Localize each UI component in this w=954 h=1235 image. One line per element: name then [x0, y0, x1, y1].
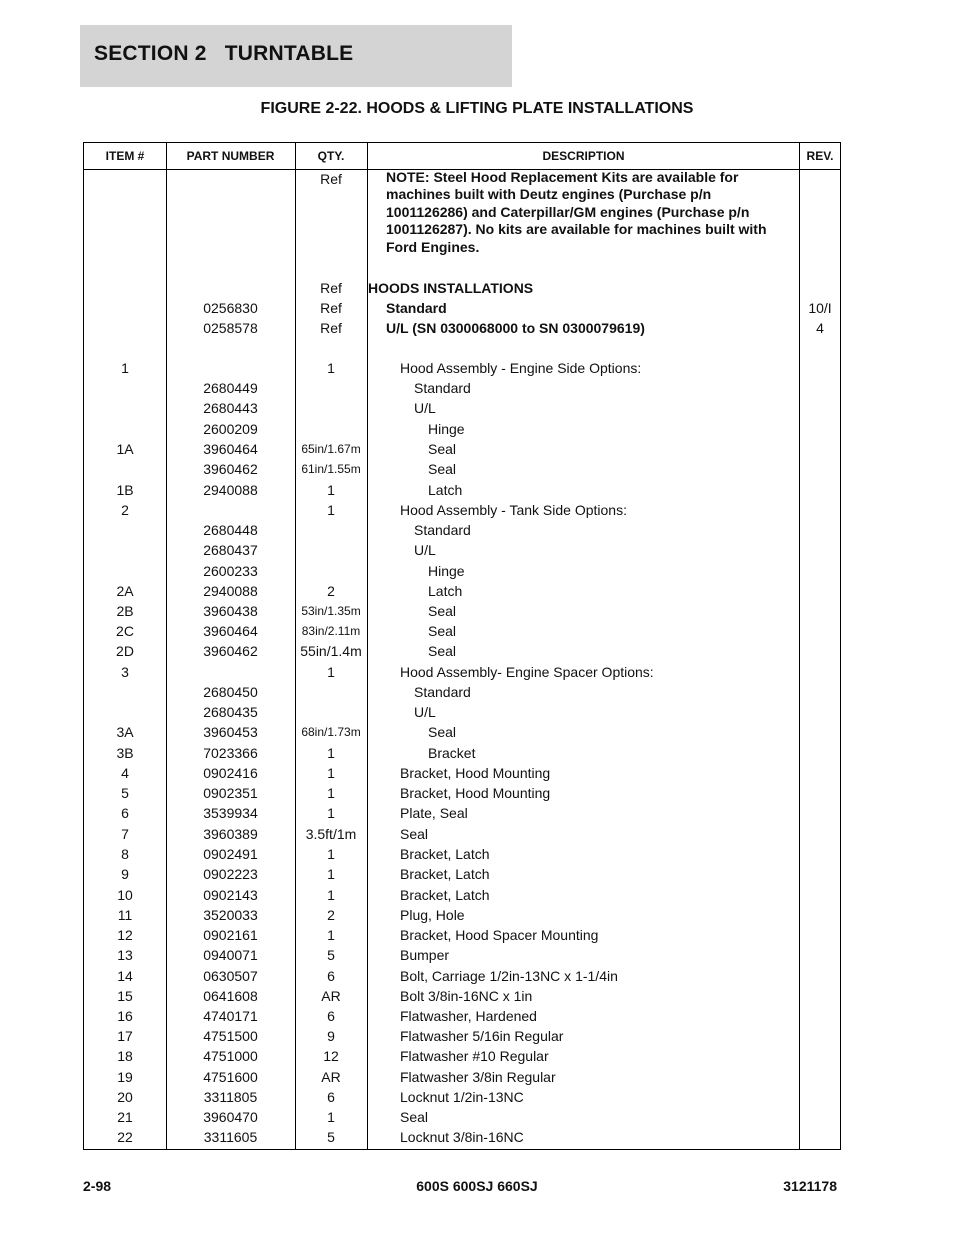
item-number-cell: 11	[117, 907, 133, 923]
quantity-cell: 53in/1.35m	[301, 604, 361, 618]
part-number-cell: 2600209	[203, 421, 258, 437]
quantity-cell: 6	[327, 968, 335, 984]
part-number-cell: 4751500	[203, 1028, 258, 1044]
quantity-cell: 2	[327, 907, 335, 923]
description-cell: Bracket, Hood Mounting	[400, 765, 551, 781]
quantity-cell: 2	[327, 583, 335, 599]
part-number-cell: 2940088	[203, 482, 258, 498]
table-row	[84, 1006, 840, 1026]
figure-title: FIGURE 2-22. HOODS & LIFTING PLATE INSTALLATIONS	[260, 100, 694, 117]
table-row	[84, 702, 840, 722]
table-row	[84, 925, 840, 945]
column-header-rev: REV.	[806, 149, 834, 163]
table-row	[84, 641, 840, 661]
table-row	[84, 662, 840, 682]
quantity-cell: 1	[327, 502, 335, 518]
quantity-cell: 6	[327, 1008, 335, 1024]
part-number-cell: 0641608	[203, 988, 258, 1004]
quantity-cell: 1	[327, 887, 335, 903]
description-cell: Locknut 3/8in-16NC	[400, 1129, 524, 1145]
table-row	[84, 763, 840, 783]
description-cell: Flatwasher 5/16in Regular	[400, 1028, 564, 1044]
description-cell: Standard	[414, 684, 471, 700]
table-row	[84, 864, 840, 884]
item-number-cell: 15	[117, 988, 133, 1004]
page-number: 2-98	[83, 1178, 112, 1194]
part-number-cell: 3960462	[203, 643, 258, 659]
item-number-cell: 3	[121, 664, 129, 680]
quantity-cell: 6	[327, 1089, 335, 1105]
item-number-cell: 2A	[116, 583, 134, 599]
part-number-cell: 3960438	[203, 603, 258, 619]
description-cell: U/L	[414, 400, 436, 416]
quantity-cell: 1	[327, 866, 335, 882]
description-cell: U/L	[414, 542, 436, 558]
item-number-cell: 21	[117, 1109, 133, 1125]
description-cell: Bracket, Hood Spacer Mounting	[400, 927, 599, 943]
revision-cell: 10/I	[808, 300, 832, 316]
table-row	[84, 540, 840, 560]
part-number-cell: 0902416	[203, 765, 258, 781]
note-qty: Ref	[320, 171, 342, 187]
table-row	[84, 621, 840, 641]
part-number-cell: 7023366	[203, 745, 258, 761]
description-cell: Seal	[428, 643, 457, 659]
item-number-cell: 14	[117, 968, 133, 984]
section-title: SECTION 2 TURNTABLE	[94, 42, 354, 65]
revision-cell: 4	[816, 320, 824, 336]
table-row	[84, 844, 840, 864]
description-cell: Bracket, Latch	[400, 866, 490, 882]
table-row	[84, 1026, 840, 1046]
part-number-cell: 0630507	[203, 968, 258, 984]
part-number-cell: 3539934	[203, 805, 258, 821]
description-cell: Flatwasher #10 Regular	[400, 1048, 549, 1064]
description-cell: Seal	[428, 461, 457, 477]
description-cell: Bolt, Carriage 1/2in-13NC x 1-1/4in	[400, 968, 618, 984]
part-number-cell: 3960462	[203, 461, 258, 477]
quantity-cell: 1	[327, 805, 335, 821]
table-row	[84, 945, 840, 965]
part-number-cell: 0902491	[203, 846, 258, 862]
part-number-cell: 4740171	[203, 1008, 258, 1024]
part-number-cell: 3520033	[203, 907, 258, 923]
part-number-cell: 2680449	[203, 380, 258, 396]
table-row	[84, 398, 840, 418]
description-cell: Seal	[428, 623, 457, 639]
description-cell: Bracket, Latch	[400, 887, 490, 903]
item-number-cell: 3A	[116, 724, 134, 740]
quantity-cell: 55in/1.4m	[300, 643, 362, 659]
description-cell: Standard	[386, 300, 447, 316]
quantity-cell: 1	[327, 1109, 335, 1125]
part-number-cell: 3311605	[203, 1129, 258, 1145]
item-number-cell: 2B	[116, 603, 134, 619]
table-row	[84, 459, 840, 479]
part-number-cell: 0940071	[203, 947, 258, 963]
part-number-cell: 3960470	[203, 1109, 258, 1125]
item-number-cell: 9	[121, 866, 129, 882]
part-number-cell: 0902223	[203, 866, 258, 882]
quantity-cell: Ref	[320, 280, 342, 296]
table-row	[84, 378, 840, 398]
item-number-cell: 2C	[116, 623, 134, 639]
quantity-cell: 1	[327, 927, 335, 943]
item-number-cell: 1B	[116, 482, 134, 498]
column-header-description: DESCRIPTION	[542, 149, 625, 163]
table-row	[84, 1067, 840, 1087]
table-row	[84, 439, 840, 459]
table-row	[84, 480, 840, 500]
description-cell: Hinge	[428, 421, 465, 437]
description-cell: Standard	[414, 380, 471, 396]
description-cell: Hood Assembly - Tank Side Options:	[400, 502, 627, 518]
description-cell: Latch	[428, 583, 463, 599]
part-number-cell: 2680435	[203, 704, 258, 720]
part-number-cell: 0902351	[203, 785, 258, 801]
description-cell: Bracket, Latch	[400, 846, 490, 862]
table-row	[84, 318, 840, 338]
description-cell: HOODS INSTALLATIONS	[368, 280, 534, 296]
part-number-cell: 3311805	[203, 1089, 258, 1105]
item-number-cell: 12	[117, 927, 133, 943]
table-row	[84, 298, 840, 318]
description-cell: Seal	[400, 826, 429, 842]
table-row	[84, 682, 840, 702]
description-cell: Bumper	[400, 947, 450, 963]
quantity-cell: 3.5ft/1m	[305, 826, 357, 842]
item-number-cell: 2D	[116, 643, 134, 659]
part-number-cell: 2680448	[203, 522, 258, 538]
quantity-cell: Ref	[320, 300, 342, 316]
description-cell: Plate, Seal	[400, 805, 468, 821]
quantity-cell: 61in/1.55m	[301, 462, 361, 476]
quantity-cell: 12	[323, 1048, 339, 1064]
part-number-cell: 2600233	[203, 563, 258, 579]
description-cell: Bolt 3/8in-16NC x 1in	[400, 988, 533, 1004]
description-cell: Standard	[414, 522, 471, 538]
description-cell: Latch	[428, 482, 463, 498]
item-number-cell: 19	[117, 1069, 133, 1085]
description-cell: Flatwasher, Hardened	[400, 1008, 537, 1024]
item-number-cell: 6	[121, 805, 129, 821]
quantity-cell: 9	[327, 1028, 335, 1044]
item-number-cell: 1A	[116, 441, 134, 457]
table-row	[84, 500, 840, 520]
part-number-cell: 4751000	[203, 1048, 258, 1064]
table-row	[84, 1107, 840, 1127]
quantity-cell: 83in/2.11m	[301, 624, 361, 638]
item-number-cell: 5	[121, 785, 129, 801]
table-row	[84, 885, 840, 905]
table-row	[84, 1087, 840, 1107]
part-number-cell: 3960464	[203, 441, 258, 457]
item-number-cell: 20	[117, 1089, 133, 1105]
description-cell: Hinge	[428, 563, 465, 579]
parts-table	[83, 142, 841, 1150]
quantity-cell: 1	[327, 482, 335, 498]
quantity-cell: Ref	[320, 320, 342, 336]
quantity-cell: AR	[321, 1069, 341, 1085]
quantity-cell: 1	[327, 664, 335, 680]
table-row	[84, 561, 840, 581]
table-row	[84, 1127, 840, 1147]
description-cell: Seal	[400, 1109, 429, 1125]
part-number-cell: 0902161	[203, 927, 258, 943]
part-number-cell: 2680443	[203, 400, 258, 416]
item-number-cell: 2	[121, 502, 129, 518]
description-cell: Locknut 1/2in-13NC	[400, 1089, 524, 1105]
item-number-cell: 1	[121, 360, 129, 376]
column-header-item: ITEM #	[105, 149, 145, 163]
part-number-cell: 4751600	[203, 1069, 258, 1085]
description-cell: U/L (SN 0300068000 to SN 0300079619)	[386, 320, 645, 336]
quantity-cell: 1	[327, 360, 335, 376]
quantity-cell: 1	[327, 846, 335, 862]
table-row	[84, 986, 840, 1006]
table-row	[84, 1046, 840, 1066]
table-row	[84, 278, 840, 298]
table-row	[84, 722, 840, 742]
item-number-cell: 13	[117, 947, 133, 963]
column-header-part-number: PART NUMBER	[186, 149, 275, 163]
column-header-qty: QTY.	[317, 149, 345, 163]
description-cell: Hood Assembly- Engine Spacer Options:	[400, 664, 654, 680]
item-number-cell: 16	[117, 1008, 133, 1024]
description-cell: Seal	[428, 724, 457, 740]
item-number-cell: 18	[117, 1048, 133, 1064]
table-row	[84, 905, 840, 925]
quantity-cell: 68in/1.73m	[301, 725, 361, 739]
item-number-cell: 3B	[116, 745, 134, 761]
table-row	[84, 581, 840, 601]
description-cell: Bracket, Hood Mounting	[400, 785, 551, 801]
item-number-cell: 22	[117, 1129, 133, 1145]
part-number-cell: 3960389	[203, 826, 258, 842]
item-number-cell: 17	[117, 1028, 133, 1044]
part-number-cell: 0258578	[203, 320, 258, 336]
description-cell: U/L	[414, 704, 436, 720]
description-cell: Seal	[428, 441, 457, 457]
document-number: 3121178	[783, 1178, 837, 1194]
quantity-cell: 65in/1.67m	[301, 442, 361, 456]
quantity-cell: 5	[327, 1129, 335, 1145]
table-row	[84, 783, 840, 803]
table-row	[84, 803, 840, 823]
description-cell: Flatwasher 3/8in Regular	[400, 1069, 556, 1085]
table-row	[84, 601, 840, 621]
table-row	[84, 743, 840, 763]
model-numbers: 600S 600SJ 660SJ	[416, 1178, 538, 1194]
item-number-cell: 4	[121, 765, 129, 781]
quantity-cell: 5	[327, 947, 335, 963]
description-cell: Bracket	[428, 745, 476, 761]
table-row	[84, 824, 840, 844]
item-number-cell: 10	[117, 887, 133, 903]
part-number-cell: 2680450	[203, 684, 258, 700]
part-number-cell: 2680437	[203, 542, 258, 558]
table-row	[84, 358, 840, 378]
table-row	[84, 966, 840, 986]
quantity-cell: 1	[327, 785, 335, 801]
item-number-cell: 8	[121, 846, 129, 862]
description-cell: Plug, Hole	[400, 907, 465, 923]
item-number-cell: 7	[121, 826, 129, 842]
part-number-cell: 0256830	[203, 300, 258, 316]
description-cell: Hood Assembly - Engine Side Options:	[400, 360, 642, 376]
description-cell: Seal	[428, 603, 457, 619]
part-number-cell: 2940088	[203, 583, 258, 599]
part-number-cell: 3960453	[203, 724, 258, 740]
note-text: NOTE: Steel Hood Replacement Kits are available for machines built with Deutz engines (Purchase p/n 1001126286) and Caterpillar/GM engines (Purchase p/n 1001126287). No kits are available for machines built with Ford Engines.	[386, 169, 767, 255]
part-number-cell: 3960464	[203, 623, 258, 639]
quantity-cell: AR	[321, 988, 341, 1004]
section-banner	[80, 25, 512, 87]
table-row	[84, 520, 840, 540]
part-number-cell: 0902143	[203, 887, 258, 903]
quantity-cell: 1	[327, 765, 335, 781]
table-row	[84, 419, 840, 439]
quantity-cell: 1	[327, 745, 335, 761]
